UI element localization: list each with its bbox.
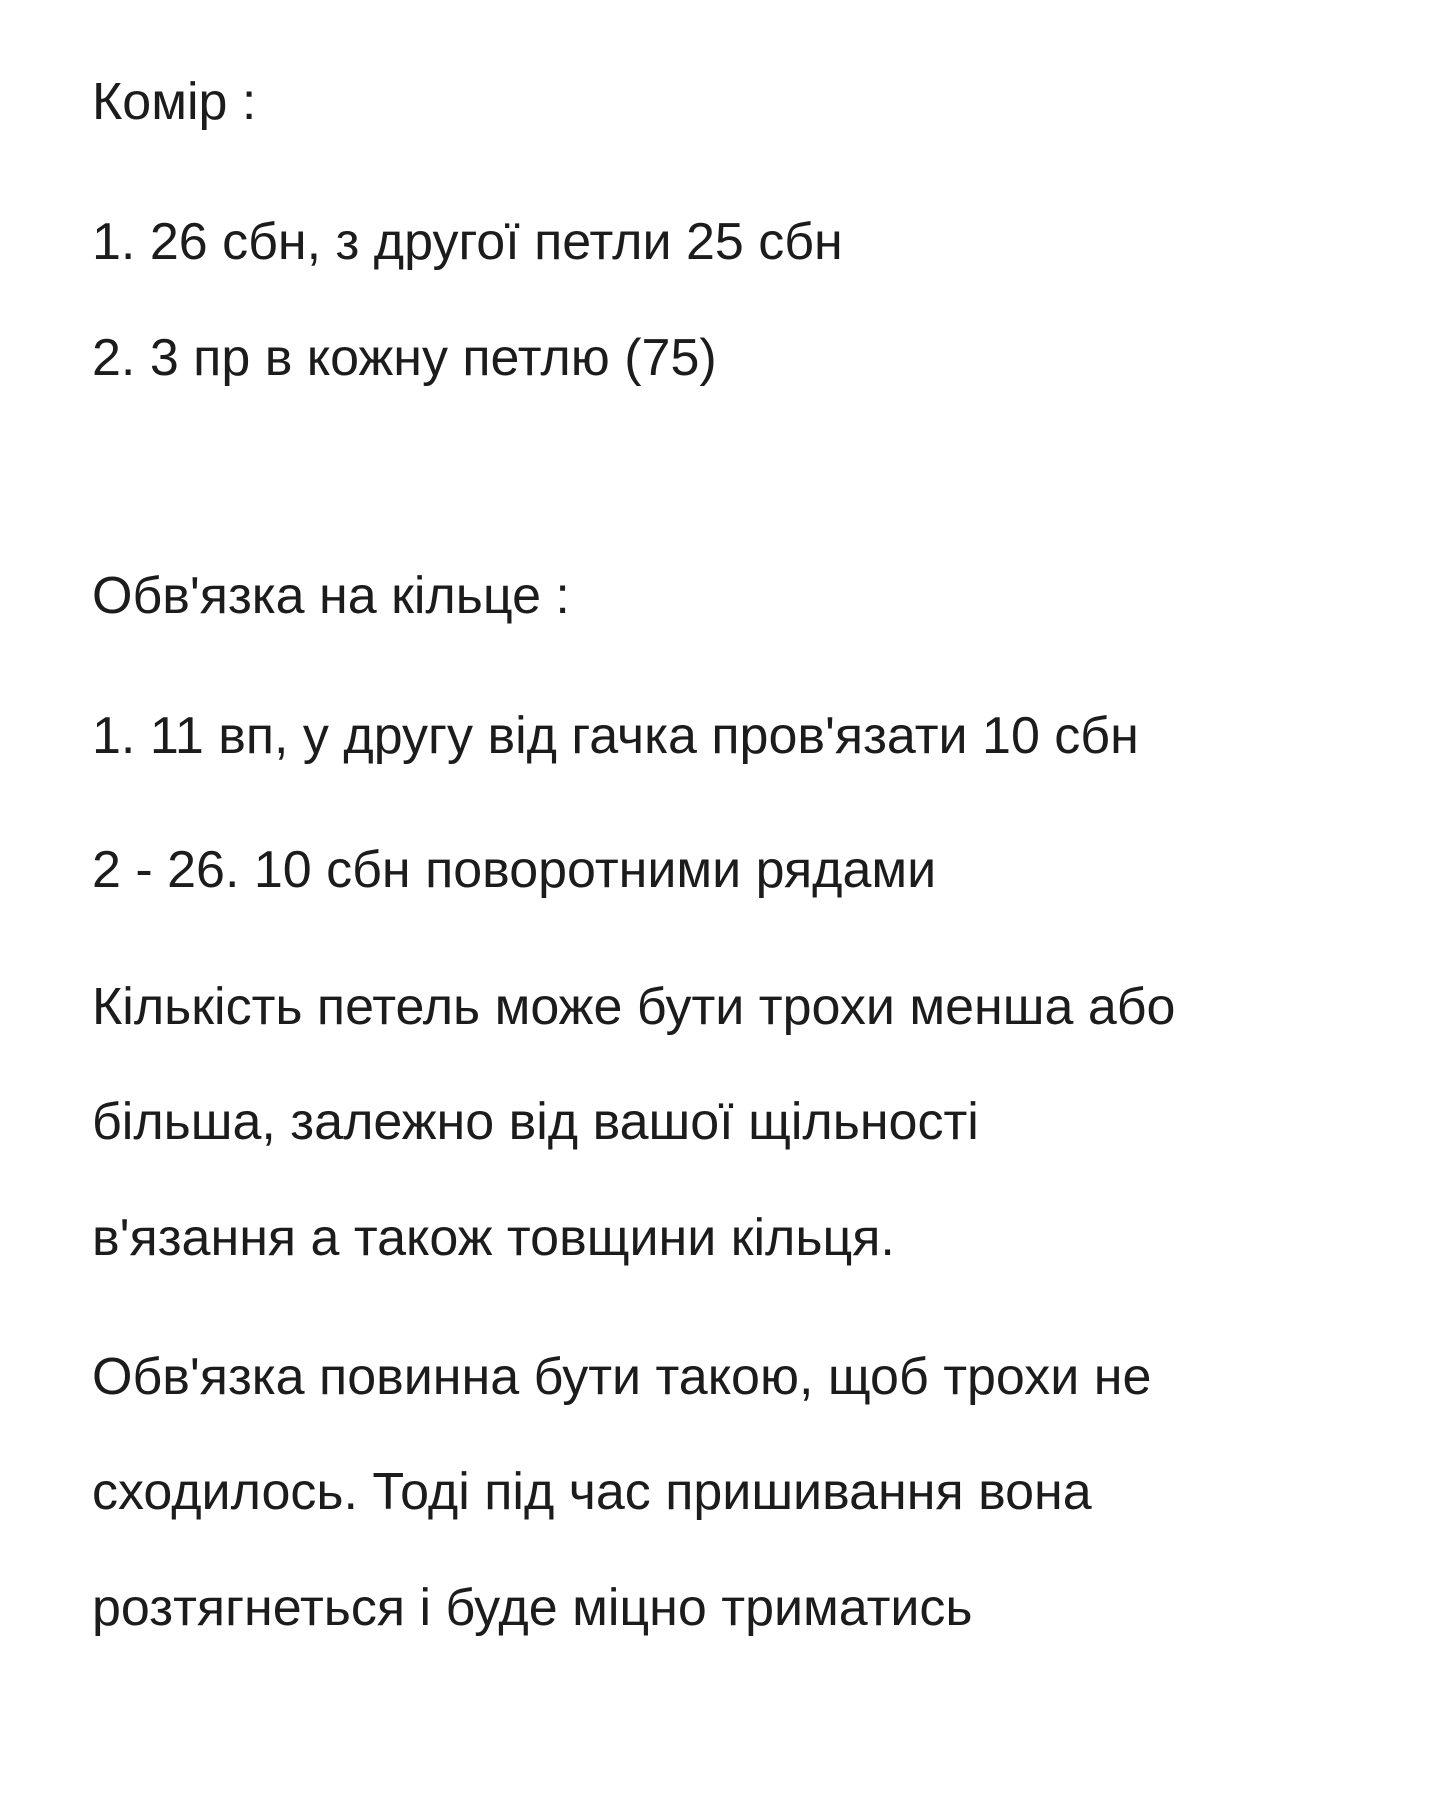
collar-heading: Комір : xyxy=(92,73,257,131)
note-line-2: більша, залежно від вашої щільності xyxy=(92,1093,979,1151)
collar-step-2: 2. 3 пр в кожну петлю (75) xyxy=(92,329,717,387)
tip-line-2: сходилось. Тоді під час пришивання вона xyxy=(92,1463,1092,1521)
note-line-1: Кількість петель може бути трохи менша або xyxy=(92,978,1176,1036)
ring-binding-heading: Обв'язка на кільце : xyxy=(92,567,570,625)
ring-binding-step-1: 1. 11 вп, у другу від гачка пров'язати 10 сбн xyxy=(92,707,1139,765)
tip-line-1: Обв'язка повинна бути такою, щоб трохи не xyxy=(92,1348,1152,1406)
ring-binding-step-2: 2 - 26. 10 сбн поворотними рядами xyxy=(92,841,937,899)
tip-line-3: розтягнеться і буде міцно триматись xyxy=(92,1579,973,1637)
collar-step-1: 1. 26 сбн, з другої петли 25 сбн xyxy=(92,213,843,271)
note-line-3: в'язання а також товщини кільця. xyxy=(92,1209,895,1267)
